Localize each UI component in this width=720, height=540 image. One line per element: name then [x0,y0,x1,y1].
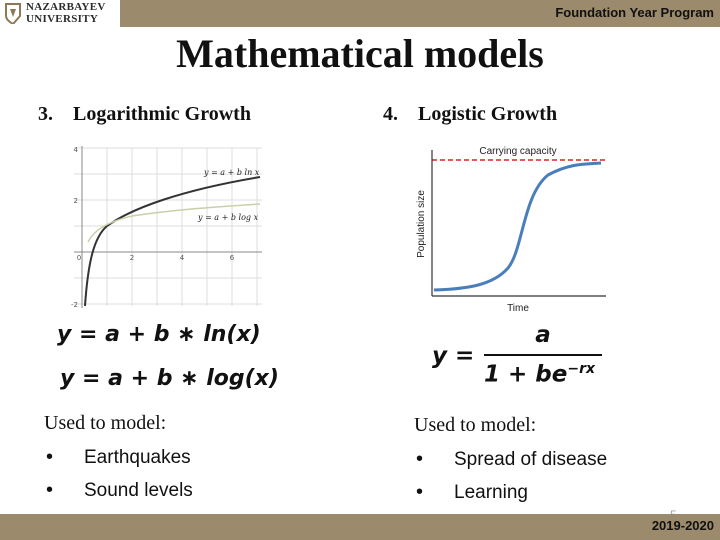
x-axis-label: Time [507,303,529,314]
logo-line-1: NAZARBAYEV [26,1,106,13]
logarithmic-graph [62,142,267,310]
log-curve [88,204,260,242]
logistic-curve [434,163,601,290]
x-tick-label: 2 [129,254,135,262]
logo-line-2: UNIVERSITY [26,12,99,25]
y-axis-label: Population size [416,190,427,258]
x-tick-label: 4 [179,254,185,262]
y-tick-label: 4 [73,146,78,154]
page-title: Mathematical models [176,31,544,76]
logo [0,0,120,27]
log-formula: y = a + b ∗ log(x) [60,366,279,391]
logarithmic-applications-list [44,441,193,507]
list-item: • Spread of disease [414,443,607,476]
denominator-base: 1 + be [484,361,568,388]
list-item: • Sound levels [44,474,193,507]
academic-year: 2019-2020 [651,518,714,533]
section-number: 3. [38,103,53,125]
program-name: Foundation Year Program [555,5,714,20]
footer-bar [0,514,720,540]
section-heading-logistic [383,103,557,126]
x-tick-label: 6 [229,254,235,262]
section-number: 4. [383,103,398,125]
section-heading-logarithmic [38,103,251,126]
used-to-model-label: Used to model: [44,412,167,434]
y-tick-label: 2 [73,197,78,205]
denominator-exponent: −rx [567,361,596,377]
university-emblem-icon [4,3,22,24]
logo-text [26,2,106,25]
used-to-model-label: Used to model: [414,414,537,436]
list-item: • Earthquakes [44,441,193,474]
section-title: Logistic Growth [418,103,558,125]
logistic-applications-list [414,443,607,509]
logistic-formula-numerator: a [535,322,551,348]
section-title: Logarithmic Growth [73,103,251,125]
ln-curve-label: y = a + b ln x [204,168,260,177]
logistic-formula-denominator [484,361,595,388]
logistic-formula-lhs: y = [432,343,475,369]
ln-formula: y = a + b ∗ ln(x) [57,322,261,347]
list-item: • Learning [414,476,607,509]
logistic-graph [408,140,613,318]
carrying-capacity-label: Carrying capacity [479,146,557,157]
log-curve-label: y = a + b log x [198,213,259,222]
ln-curve [85,177,260,306]
fraction-bar [484,354,602,356]
x-tick-label: 0 [76,254,82,262]
y-tick-label: -2 [71,301,78,309]
